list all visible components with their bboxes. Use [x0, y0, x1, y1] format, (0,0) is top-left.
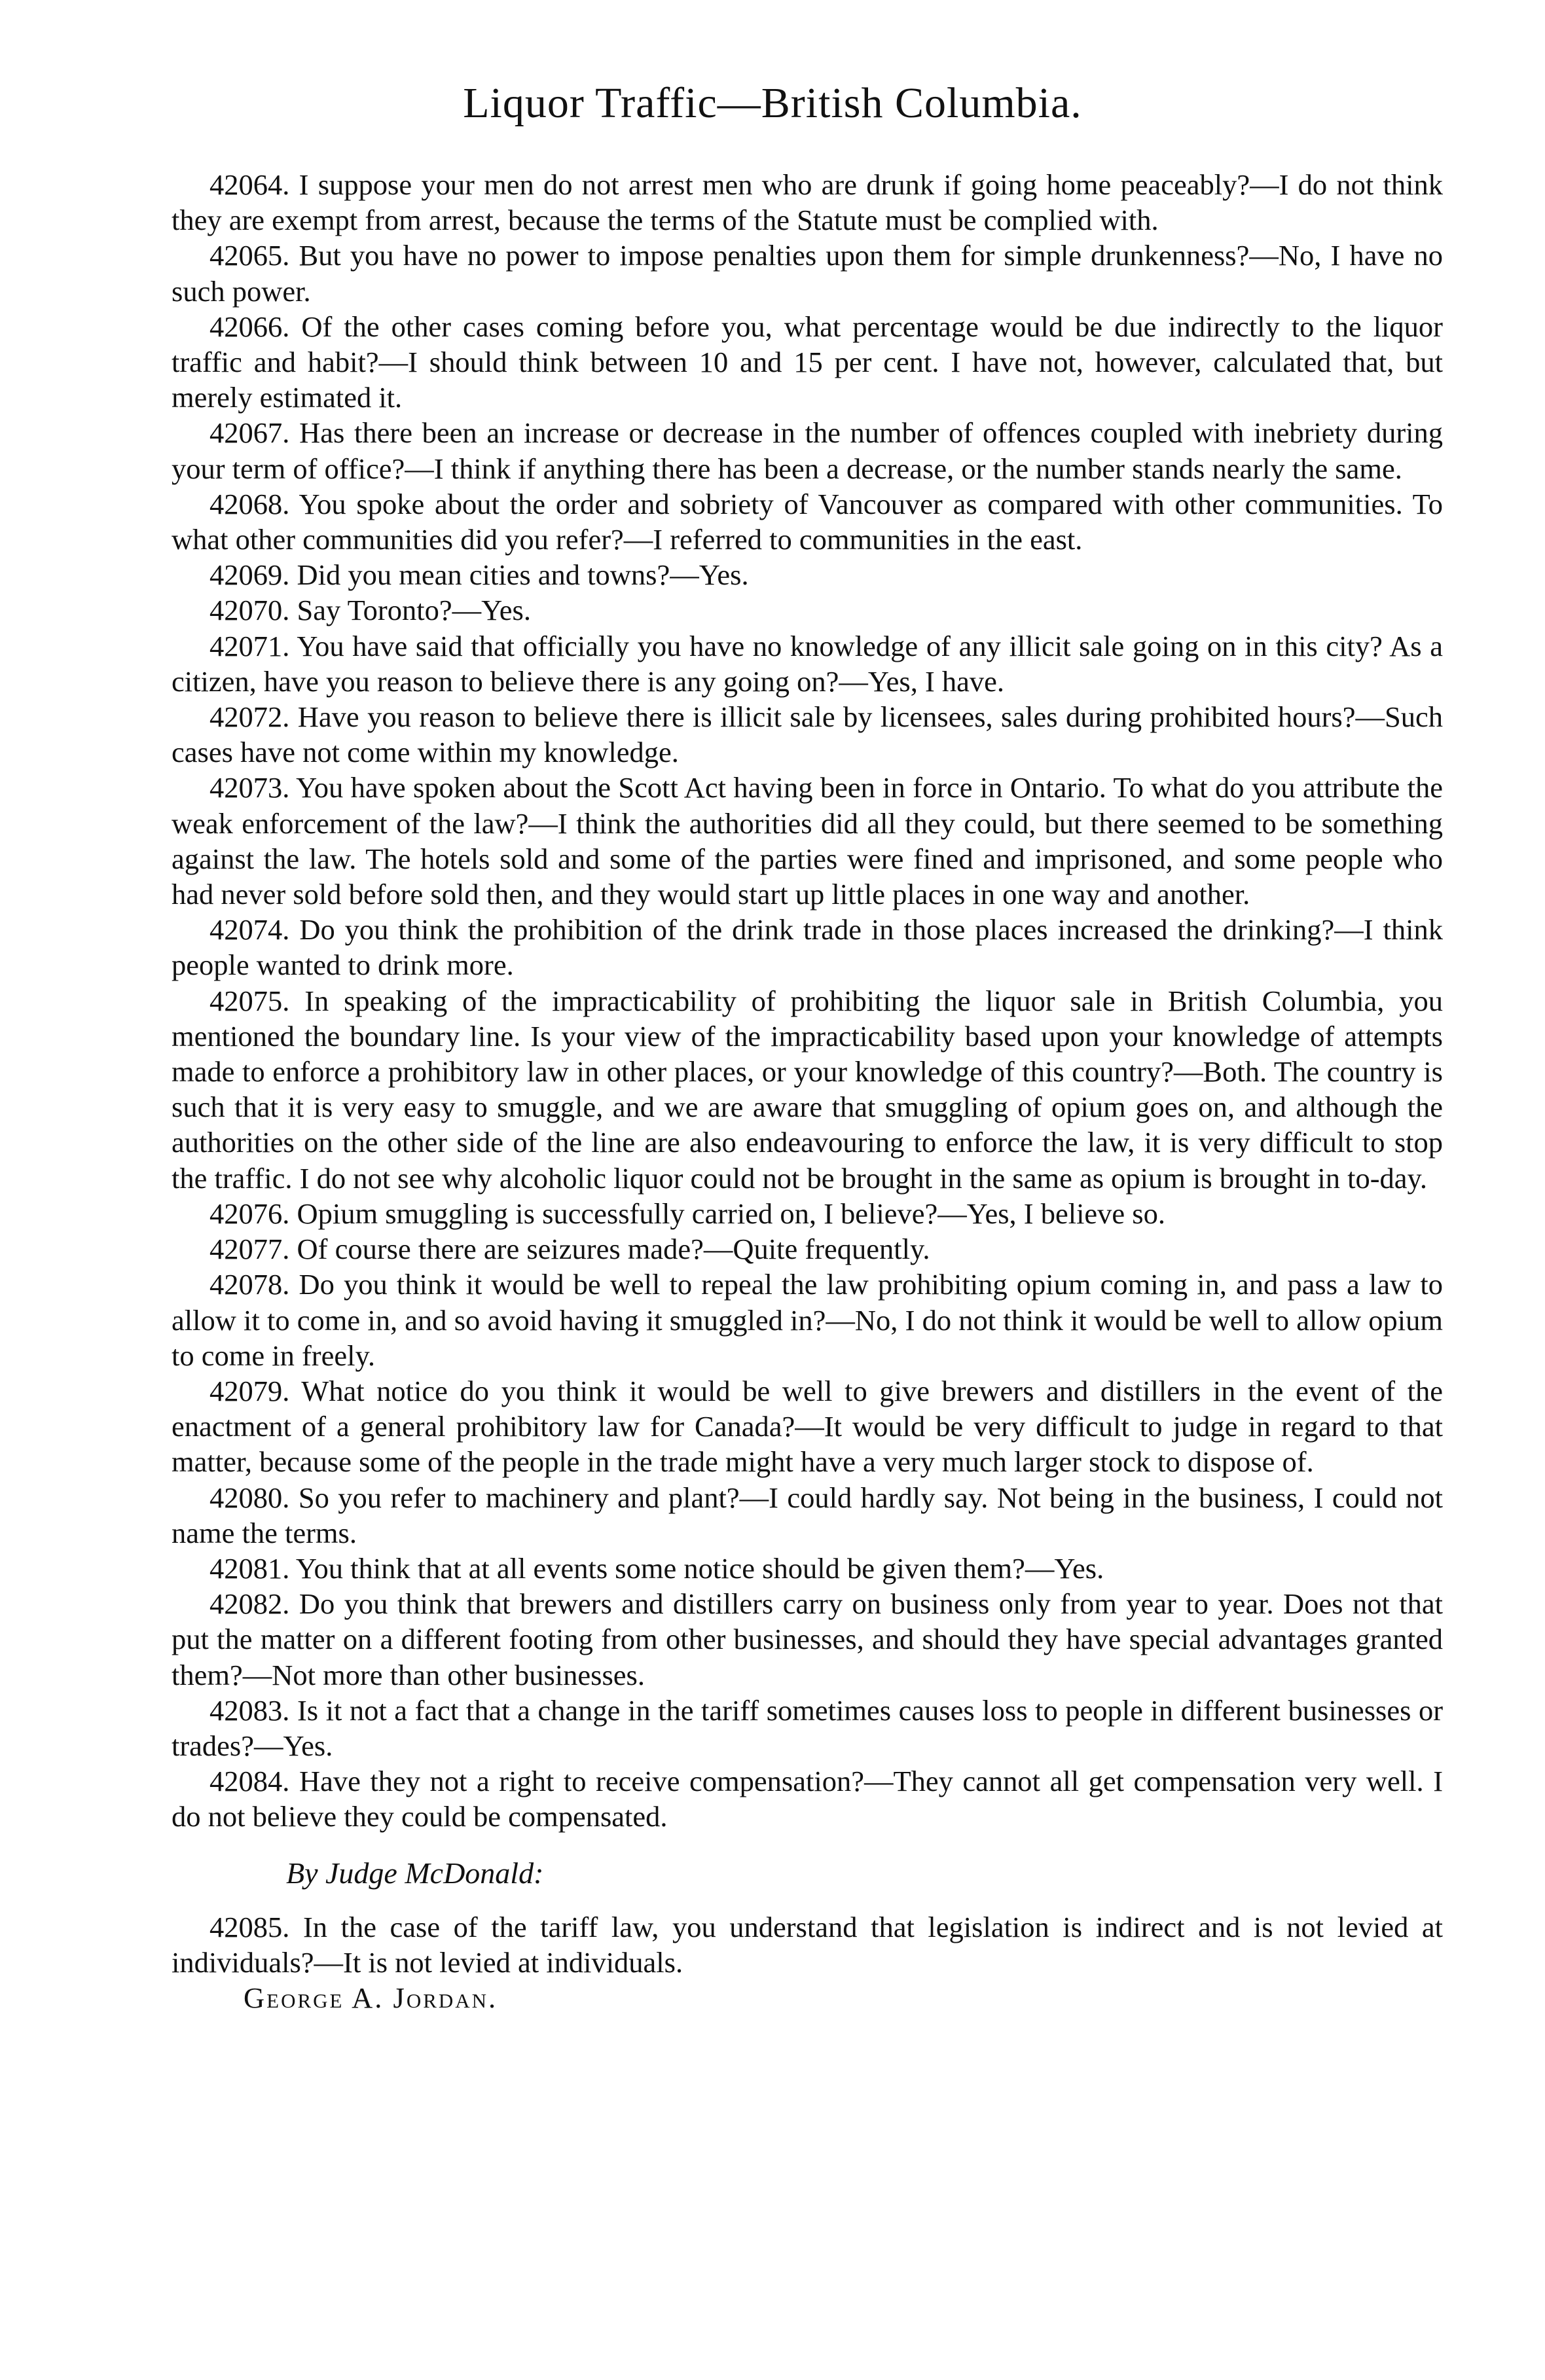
- question-text: In the case of the tariff law, you understand that legislation is indirect and is not levied at individuals?—It is not levied at individuals.: [172, 1910, 1443, 1979]
- question-number: 42068.: [209, 487, 290, 520]
- question-paragraph: [172, 983, 1443, 1196]
- question-paragraph: [172, 309, 1443, 416]
- question-paragraph: [172, 1267, 1443, 1373]
- question-number: 42075.: [209, 984, 290, 1017]
- question-number: 42084.: [209, 1765, 290, 1798]
- question-number: 42082.: [209, 1587, 290, 1621]
- question-paragraph: [172, 486, 1443, 557]
- question-text: Did you mean cities and towns?—Yes.: [297, 558, 749, 592]
- question-number: 42077.: [209, 1233, 290, 1266]
- question-number: 42076.: [209, 1197, 290, 1230]
- question-number: 42083.: [209, 1693, 290, 1727]
- question-text: Has there been an increase or decrease in the number of offences coupled with inebriety during your term of office?—I think if anything there has been a decrease, or the number stands nearly the same.: [172, 416, 1444, 485]
- question-number: 42074.: [209, 913, 290, 947]
- question-paragraph: [172, 1763, 1443, 1834]
- question-number: 42081.: [209, 1551, 290, 1585]
- question-text: What notice do you think it would be well to give brewers and distillers in the event of the enactment of a general prohibitory law for Canada?—It would be very difficult to judge in regard to that matter, because some of the people in the trade might have a very much larger stock to dispose of.: [172, 1374, 1443, 1479]
- question-paragraph: [172, 1693, 1443, 1763]
- question-paragraph: [172, 1231, 1443, 1267]
- question-text: Have they not a right to receive compensation?—They cannot all get compensation very well. I do not believe they could be compensated.: [172, 1765, 1444, 1833]
- question-paragraph: [172, 1196, 1443, 1231]
- question-text: You spoke about the order and sobriety of Vancouver as compared with other communities. To what other communities did you refer?—I referred to communities in the east.: [172, 487, 1443, 556]
- question-number: 42065.: [209, 239, 290, 272]
- question-number: 42066.: [209, 310, 290, 343]
- witness-signature: George A. Jordan.: [244, 1981, 498, 2015]
- question-number: 42078.: [209, 1268, 290, 1301]
- question-text: Have you reason to believe there is illicit sale by licensees, sales during prohibited hours?—Such cases have not come within my knowledge.: [172, 700, 1444, 769]
- question-text: Say Toronto?—Yes.: [297, 594, 531, 627]
- page-title: Liquor Traffic—British Columbia.: [463, 79, 1082, 127]
- question-text: You have said that officially you have no knowledge of any illicit sale going on in this city? As a citizen, have you reason to believe there is any going on?—Yes, I have.: [172, 629, 1443, 698]
- question-text: I suppose your men do not arrest men who are drunk if going home peaceably?—I do not think they are exempt from arrest, because the terms of the Statute must be complied with.: [172, 168, 1444, 237]
- question-number: 42072.: [209, 700, 290, 734]
- question-text: But you have no power to impose penalties upon them for simple drunkenness?—No, I have no such power.: [172, 239, 1443, 308]
- question-text: Opium smuggling is successfully carried on, I believe?—Yes, I believe so.: [297, 1197, 1166, 1230]
- question-text: Do you think it would be well to repeal the law prohibiting opium coming in, and pass a law to allow it to come in, and so avoid having it smuggled in?—No, I do not think it would be well to allow opium to come in freely.: [172, 1268, 1444, 1372]
- question-text: Do you think that brewers and distillers carry on business only from year to year. Does not that put the matter on a different footing from other businesses, and should they have special advantages granted them?—Not more than other businesses.: [172, 1587, 1443, 1691]
- question-number: 42070.: [209, 594, 290, 627]
- question-text: Do you think the prohibition of the drink trade in those places increased the drinking?—I think people wanted to drink more.: [172, 913, 1444, 982]
- question-text: You have spoken about the Scott Act having been in force in Ontario. To what do you attribute the weak enforcement of the law?—I think the authorities did all they could, but there seemed to be something against the law. The hotels sold and some of the parties were fined and imprisoned, and some people who had never sold before sold then, and they would start up little places in one way and another.: [172, 771, 1443, 911]
- question-number: 42067.: [209, 416, 290, 450]
- question-text: Is it not a fact that a change in the tariff sometimes causes loss to people in different businesses or trades?—Yes.: [172, 1693, 1444, 1762]
- question-number: 42079.: [209, 1374, 290, 1407]
- question-number: 42071.: [209, 629, 290, 662]
- question-text: So you refer to machinery and plant?—I could hardly say. Not being in the business, I could not name the terms.: [172, 1481, 1444, 1549]
- question-paragraph: [172, 699, 1443, 770]
- question-paragraph: [172, 1909, 1443, 1980]
- question-text: Of course there are seizures made?—Quite frequently.: [297, 1233, 930, 1266]
- question-paragraph: [172, 770, 1443, 912]
- question-paragraph: [172, 1586, 1443, 1693]
- question-paragraph: [172, 1373, 1443, 1480]
- question-text: You think that at all events some notice should be given them?—Yes.: [295, 1551, 1104, 1585]
- question-paragraph: [172, 238, 1443, 308]
- question-text: In speaking of the impracticability of prohibiting the liquor sale in British Columbia, you mentioned the boundary line. Is your view of the impracticability based upon your knowledge of attempts made to enforce a prohibitory law in other places, or your knowledge of this country?—Both. The country is such that it is very easy to smuggle, and we are aware that smuggling of opium goes on, and although the authorities on the other side of the line are also endeavouring to enforce the law, it is very difficult to stop the traffic. I do not see why alcoholic liquor could not be brought in the same as opium is brought in to-day.: [172, 984, 1443, 1195]
- question-paragraph: [172, 1480, 1443, 1551]
- question-number: 42064.: [209, 168, 290, 201]
- question-paragraph: [172, 557, 1443, 592]
- document-body: [172, 167, 1443, 2015]
- section-heading: By Judge McDonald:: [286, 1856, 544, 1890]
- question-text: Of the other cases coming before you, what percentage would be due indirectly to the liquor traffic and habit?—I should think between 10 and 15 per cent. I have not, however, calculated that, but merely estimated it.: [172, 310, 1443, 414]
- question-number: 42069.: [209, 558, 290, 592]
- question-paragraph: [172, 1551, 1443, 1586]
- question-number: 42085.: [209, 1910, 290, 1943]
- question-paragraph: [172, 167, 1443, 238]
- question-paragraph: [172, 912, 1443, 983]
- question-paragraph: [172, 592, 1443, 628]
- question-number: 42073.: [209, 771, 290, 804]
- question-number: 42080.: [209, 1481, 290, 1514]
- question-paragraph: [172, 415, 1443, 486]
- question-paragraph: [172, 628, 1443, 699]
